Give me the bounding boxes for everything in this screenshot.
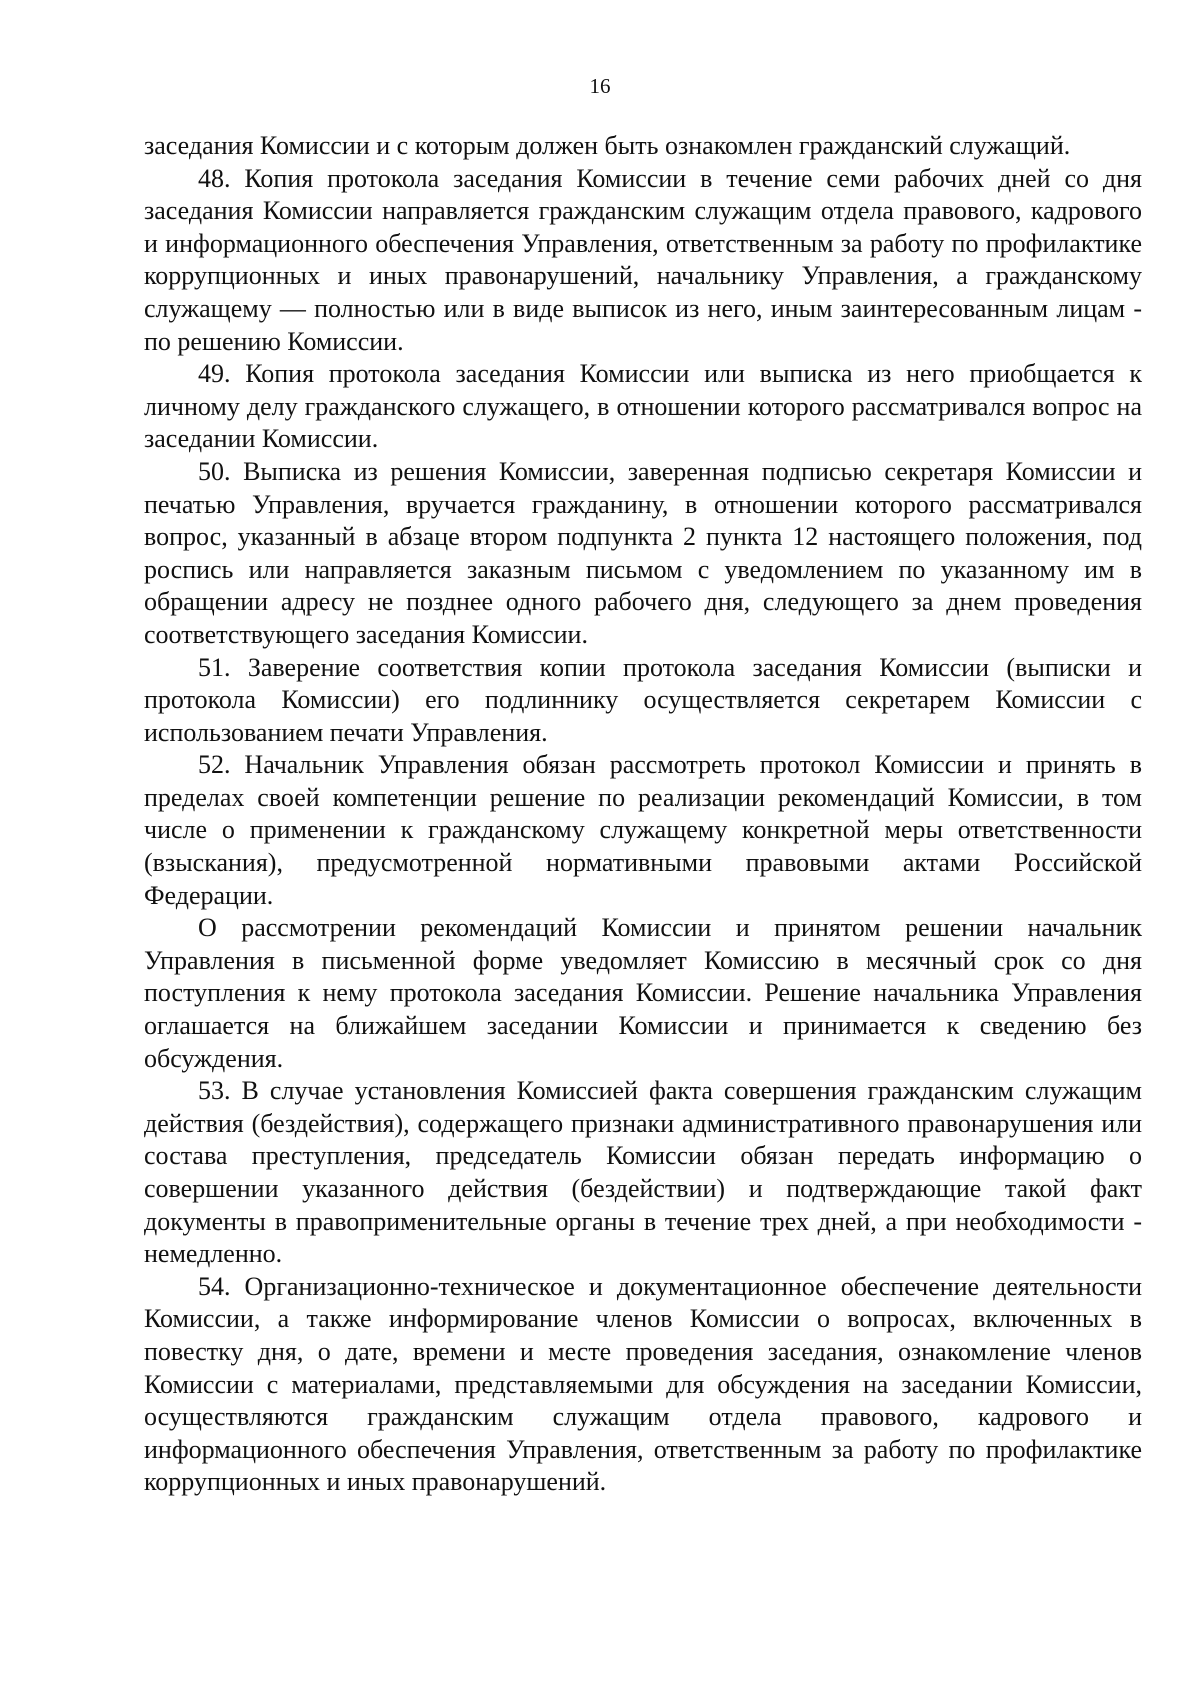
page-number: 16 — [589, 74, 611, 98]
paragraph-51: 51. Заверение соответствия копии протокола заседания Комиссии (выписки и протокола Комиссии) его подлиннику осуществляется секретарем Комиссии с использованием печати Управления. — [144, 652, 1142, 747]
paragraph-48: 48. Копия протокола заседания Комиссии в течение семи рабочих дней со дня заседания Комиссии направляется гражданским служащим отдела правового, кадрового и информационного обеспечения Управления, ответственным за работу по профилактике коррупционных и иных правонарушений, начальнику Управления, а гражданскому служащему — полностью или в виде выписок из него, иным заинтересованным лицам - по решению Комиссии. — [144, 163, 1142, 356]
paragraph-53: 53. В случае установления Комиссией факта совершения гражданским служащим действия (бездействия), содержащего признаки административного правонарушения или состава преступления, председатель Комиссии обязан передать информацию о совершении указанного действия (бездействии) и подтверждающие такой факт документы в правоприменительные органы в течение трех дней, а при необходимости - немедленно. — [144, 1076, 1142, 1269]
paragraph-54: 54. Организационно-техническое и документационное обеспечение деятельности Комиссии, а также информирование членов Комиссии о вопросах, включенных в повестку дня, о дате, времени и месте проведения заседания, ознакомление членов Комиссии с материалами, представляемыми для обсуждения на заседании Комиссии, осуществляются гражданским служащим отдела правового, кадрового и информационного обеспечения Управления, ответственным за работу по профилактике коррупционных и иных правонарушений. — [144, 1271, 1142, 1497]
paragraph-continuation: заседания Комиссии и с которым должен быть ознакомлен гражданский служащий. — [144, 131, 1071, 160]
document-body — [144, 130, 1142, 1499]
paragraph-49: 49. Копия протокола заседания Комиссии или выписка из него приобщается к личному делу гражданского служащего, в отношении которого рассматривался вопрос на заседании Комиссии. — [144, 359, 1142, 454]
paragraph-52-notice: О рассмотрении рекомендаций Комиссии и принятом решении начальник Управления в письменной форме уведомляет Комиссию в месячный срок со дня поступления к нему протокола заседания Комиссии. Решение начальника Управления оглашается на ближайшем заседании Комиссии и принимается к сведению без обсуждения. — [144, 913, 1142, 1073]
paragraph-52: 52. Начальник Управления обязан рассмотреть протокол Комиссии и принять в пределах своей компетенции решение по реализации рекомендаций Комиссии, в том числе о применении к гражданскому служащему конкретной меры ответственности (взыскания), предусмотренной нормативными правовыми актами Российской Федерации. — [144, 750, 1142, 910]
paragraph-50: 50. Выписка из решения Комиссии, заверенная подписью секретаря Комиссии и печатью Управления, вручается гражданину, в отношении которого рассматривался вопрос, указанный в абзаце втором подпункта 2 пункта 12 настоящего положения, под роспись или направляется заказным письмом с уведомлением по указанному им в обращении адресу не позднее одного рабочего дня, следующего за днем проведения соответствующего заседания Комиссии. — [144, 456, 1142, 649]
